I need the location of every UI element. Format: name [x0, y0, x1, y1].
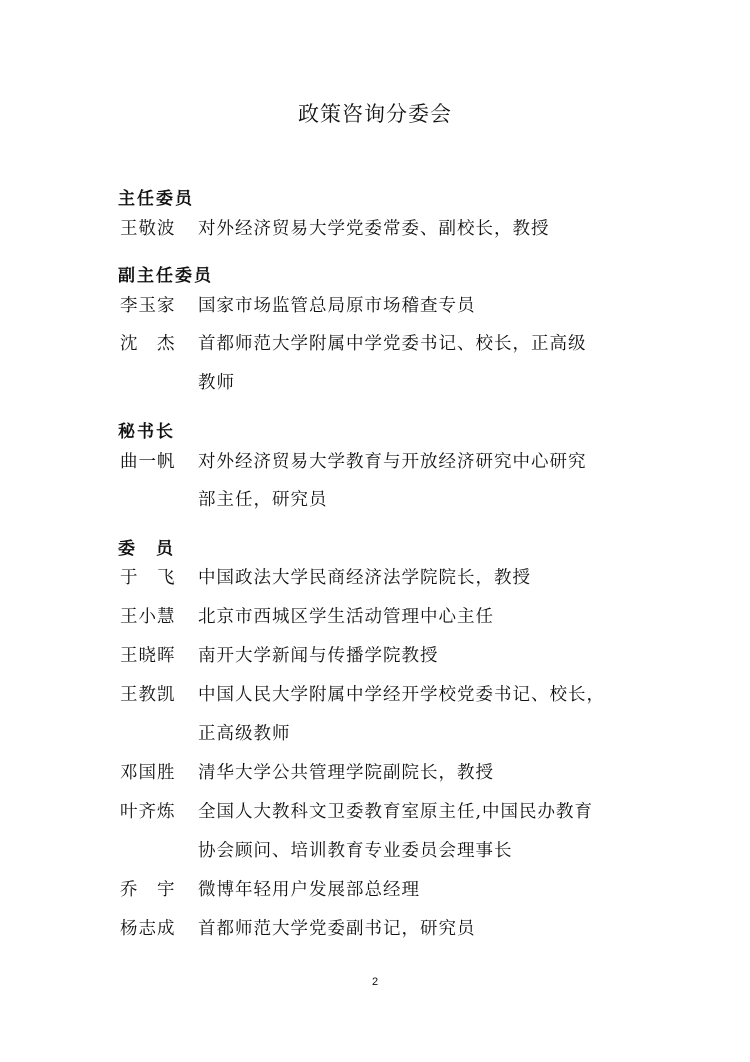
member-entry	[120, 333, 660, 355]
member-title: 首都师范大学党委副书记，研究员	[198, 919, 476, 939]
member-title: 全国人大教科文卫委教育室原主任,中国民办教育	[198, 802, 594, 822]
member-name: 王晓晖	[120, 646, 176, 666]
member-title-continued: 部主任，研究员	[198, 490, 328, 510]
member-name: 叶齐炼	[120, 802, 176, 822]
member-title: 清华大学公共管理学院副院长，教授	[198, 763, 494, 783]
member-name: 邓国胜	[120, 763, 176, 783]
member-entry	[120, 218, 660, 240]
member-title-continued: 教师	[198, 373, 235, 393]
member-name: 杨志成	[120, 919, 176, 939]
member-name: 沈 杰	[120, 334, 176, 354]
member-title: 对外经济贸易大学教育与开放经济研究中心研究	[198, 452, 587, 472]
member-title: 对外经济贸易大学党委常委、副校长，教授	[198, 219, 550, 239]
member-title: 中国人民大学附属中学经开学校党委书记、校长，	[198, 685, 605, 705]
member-name: 王小慧	[120, 607, 176, 627]
member-entry	[120, 606, 660, 628]
member-name: 于 飞	[120, 568, 176, 588]
member-entry	[120, 801, 660, 823]
member-name: 李玉家	[120, 296, 176, 316]
section-heading-director: 主任委员	[118, 189, 194, 209]
member-entry	[120, 684, 660, 706]
page-title: 政策咨询分委会	[298, 102, 452, 126]
section-heading-deputy: 副主任委员	[118, 266, 213, 286]
member-title: 中国政法大学民商经济法学院院长，教授	[198, 568, 531, 588]
member-entry	[120, 451, 660, 473]
member-name: 曲一帆	[120, 452, 176, 472]
member-name: 王敬波	[120, 219, 176, 239]
member-title: 首都师范大学附属中学党委书记、校长，正高级	[198, 334, 587, 354]
member-entry	[120, 918, 660, 940]
section-heading-secretary: 秘书长	[118, 422, 175, 442]
member-entry	[120, 762, 660, 784]
member-title: 国家市场监管总局原市场稽查专员	[198, 296, 476, 316]
member-title: 南开大学新闻与传播学院教授	[198, 646, 439, 666]
member-title-continued: 正高级教师	[198, 724, 291, 744]
member-title-continued: 协会顾问、培训教育专业委员会理事长	[198, 841, 513, 861]
section-heading-committee: 委 员	[118, 539, 175, 559]
member-entry	[120, 295, 660, 317]
member-title: 北京市西城区学生活动管理中心主任	[198, 607, 494, 627]
member-title: 微博年轻用户发展部总经理	[198, 880, 420, 900]
member-name: 乔 宇	[120, 880, 176, 900]
member-entry	[120, 879, 660, 901]
page-number: 2	[371, 976, 379, 988]
member-entry	[120, 567, 660, 589]
member-entry	[120, 645, 660, 667]
member-name: 王教凯	[120, 685, 176, 705]
